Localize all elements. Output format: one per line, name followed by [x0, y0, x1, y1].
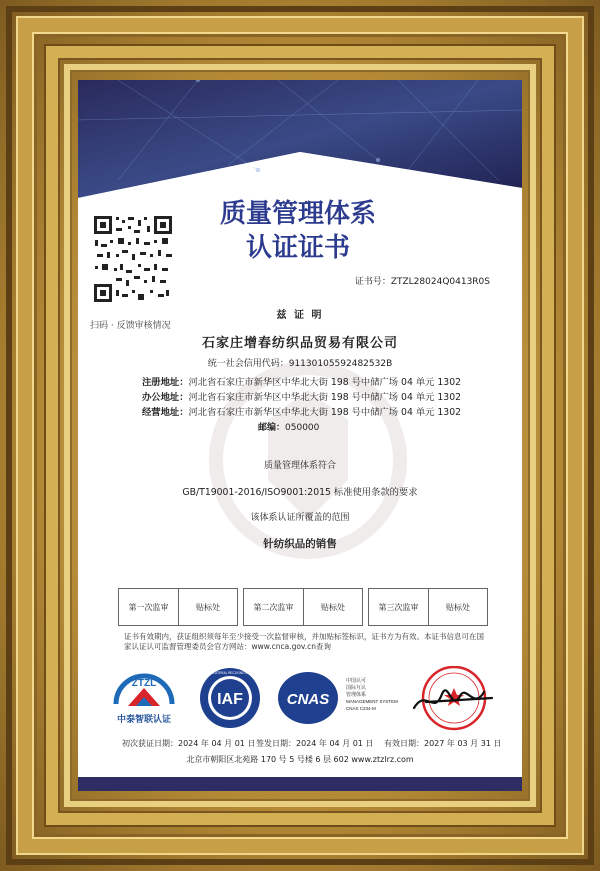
issuer-footer: 北京市朝阳区北苑路 170 号 5 号楼 6 层 602 www.ztzlrz.com — [186, 755, 414, 764]
cnas-text-line: CNAS C234-M — [346, 706, 376, 711]
cnas-text-line: 管理体系 — [346, 692, 367, 698]
qr-code[interactable] — [92, 214, 174, 304]
business-address — [142, 404, 461, 418]
surveillance-stamp-row — [118, 588, 488, 626]
iaf-logo-text: IAF — [217, 691, 243, 708]
credit-code-line — [78, 356, 522, 369]
office-address — [142, 389, 461, 403]
postal-code-line — [258, 420, 319, 433]
address-value: 河北省石家庄市新华区中华北大街 198 号中储广场 04 单元 1302 — [188, 407, 462, 418]
address-value: 河北省石家庄市新华区中华北大街 198 号中储广场 04 单元 1302 — [188, 392, 462, 403]
initial-date: 初次获证日期：2024 年 04 月 01 日 — [122, 739, 256, 748]
postal-code: 050000 — [285, 423, 320, 433]
conformity-statement: 质量管理体系符合 — [263, 461, 336, 471]
postal-label: 邮编： — [258, 423, 286, 433]
iaf-ring-text: MEMBER OF MULTILATERAL RECOGNITION ARRANGEMENT — [183, 671, 277, 675]
audit-label: 第三次监审 — [369, 589, 429, 625]
ztzl-name: 中泰智联认证 — [116, 715, 172, 725]
cnas-logo-text: CNAS — [286, 691, 330, 708]
stamp-area: 贴标处 — [196, 602, 220, 612]
stamp-area: 贴标处 — [446, 602, 470, 612]
accreditation-logos — [108, 666, 498, 736]
company-name: 石家庄增春纺织品贸易有限公司 — [201, 336, 398, 351]
registered-address — [142, 374, 461, 388]
surveillance-box — [243, 588, 363, 626]
standard-statement: GB/T19001-2016/ISO9001:2015 标准使用条款的要求 — [182, 487, 418, 498]
address-label: 经营地址： — [142, 407, 189, 418]
valid-date: 有效日期：2027 年 03 月 31 日 — [384, 739, 502, 748]
credit-code-label: 统一社会信用代码： — [207, 359, 289, 369]
bottom-band — [78, 777, 522, 791]
certification-scope: 针纺织品的销售 — [263, 538, 337, 550]
cnas-logo — [278, 672, 398, 724]
certificate-title-line1: 质量管理体系 — [219, 199, 376, 229]
certificate-paper — [78, 80, 522, 791]
ztzl-logo — [116, 676, 172, 725]
certificate-title-line2: 认证证书 — [245, 233, 350, 263]
address-label: 办公地址： — [142, 392, 189, 403]
cnas-text-line: 国际互认 — [346, 685, 367, 691]
header-banner — [78, 80, 522, 200]
attestation-heading: 兹 证 明 — [276, 310, 324, 321]
certificate-number: 证书号：ZTZL28024Q0413R0S — [354, 277, 490, 287]
scope-intro: 该体系认证所覆盖的范围 — [250, 513, 350, 523]
stamp-area: 贴标处 — [321, 602, 345, 612]
audit-label: 第一次监审 — [119, 589, 179, 625]
audit-label: 第二次监审 — [244, 589, 304, 625]
credit-code-value: 91130105592482532B — [288, 359, 393, 369]
cnas-text-line: MANAGEMENT SYSTEM — [346, 699, 398, 704]
address-value: 河北省石家庄市新华区中华北大街 198 号中储广场 04 单元 1302 — [188, 377, 462, 388]
address-label: 注册地址： — [142, 377, 189, 388]
ztzl-logo-text: ZTZL — [131, 678, 157, 689]
issue-date: 签发日期：2024 年 04 月 01 日 — [256, 739, 374, 748]
iaf-logo — [184, 668, 276, 728]
cnas-text-line: 中国认可 — [346, 678, 367, 684]
validity-note: 证书有效期内，获证组织须每年至少接受一次监督审核，并加贴标签标识，证书方为有效。本证书信息可在国家认证认可监督管理委员会官方网站：www.cnca.gov.cn查询 — [124, 632, 484, 651]
surveillance-box — [368, 588, 488, 626]
surveillance-box — [118, 588, 238, 626]
qr-caption: 扫码 · 反馈审核情况 — [90, 321, 171, 331]
